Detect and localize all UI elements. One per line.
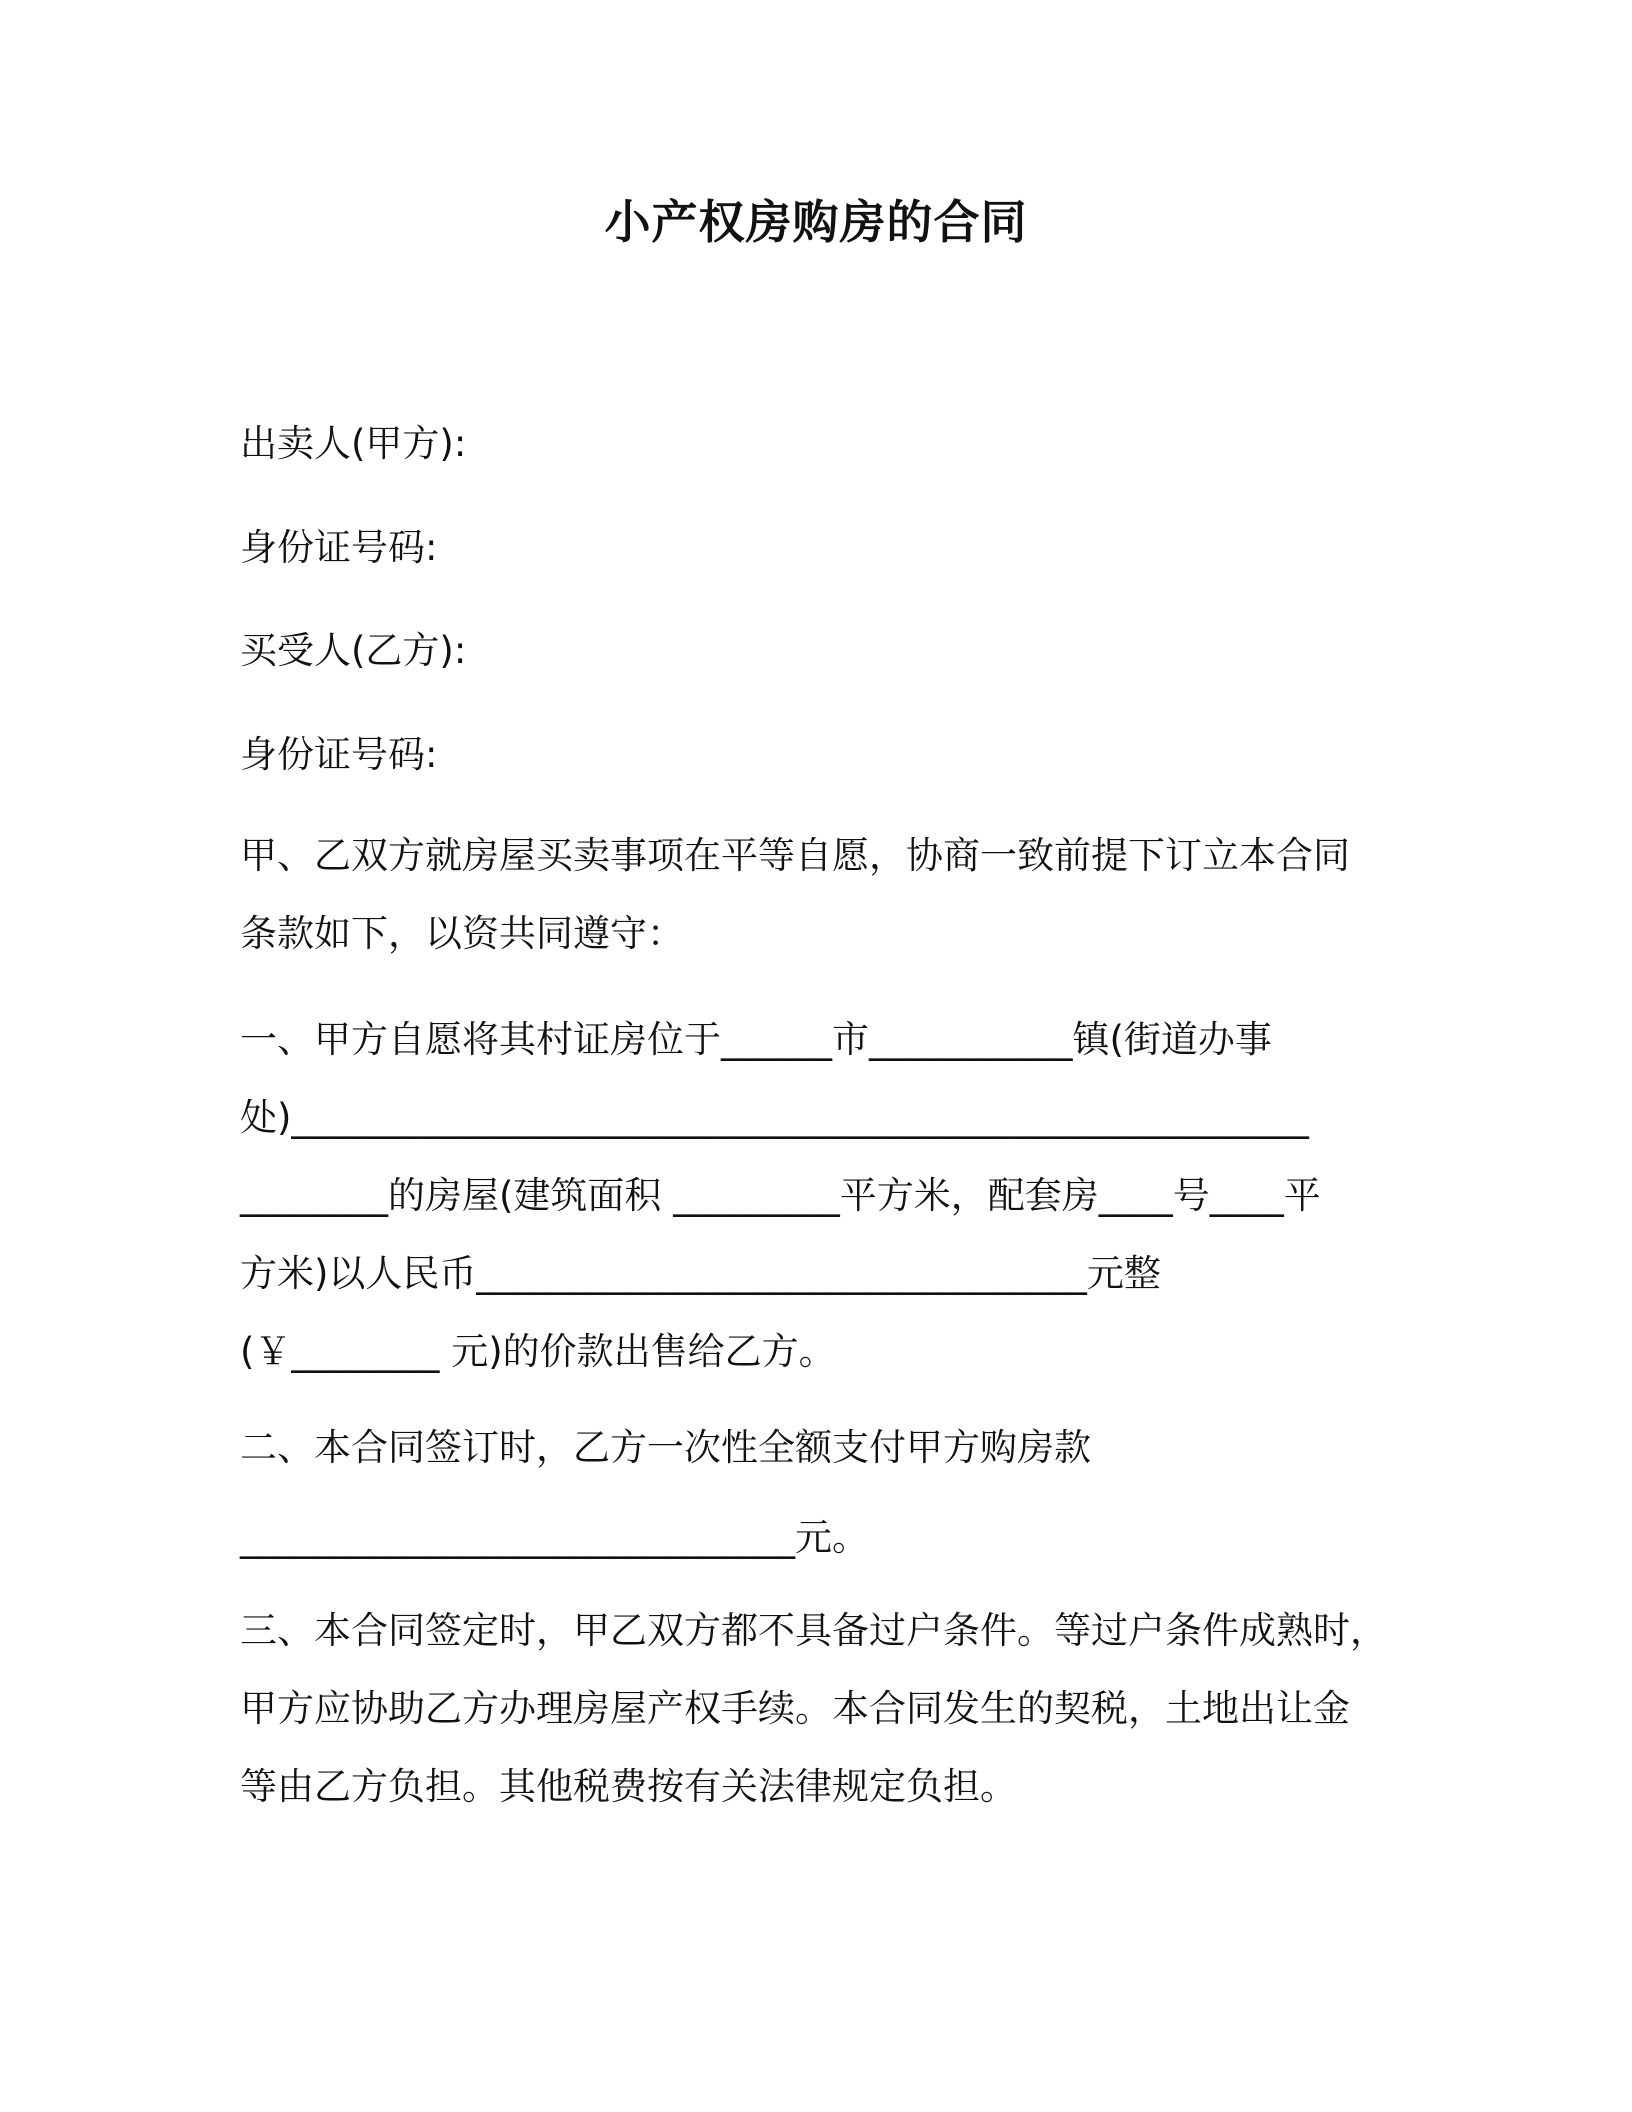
buyer-label: 买受人(乙方): (240, 629, 467, 672)
buyer-id-label: 身份证号码: (240, 733, 438, 776)
clause-line: (￥________ 元)的价款出售给乙方。 (240, 1330, 836, 1373)
clause-line: 处)_______________________________________________________ (240, 1096, 1309, 1139)
preamble-paragraph (240, 832, 1390, 958)
seller-label: 出卖人(甲方): (240, 422, 467, 465)
preamble-line: 条款如下，以资共同遵守： (240, 912, 684, 955)
preamble-line: 甲、乙双方就房屋买卖事项在平等自愿，协商一致前提下订立本合同 (240, 834, 1350, 877)
clause-1-paragraph (240, 1016, 1390, 1376)
clause-line: 三、本合同签定时，甲乙双方都不具备过户条件。等过户条件成熟时， (240, 1609, 1387, 1652)
clause-line: 甲方应协助乙方办理房屋产权手续。本合同发生的契税，土地出让金 (240, 1687, 1350, 1730)
clause-line: 等由乙方负担。其他税费按有关法律规定负担。 (240, 1765, 1017, 1808)
clause-3-paragraph (240, 1607, 1390, 1811)
clause-line: ______________________________元。 (240, 1516, 869, 1559)
clause-line: ________的房屋(建筑面积 _________平方米，配套房____号____平 (240, 1174, 1321, 1217)
seller-id-label: 身份证号码: (240, 526, 438, 569)
document-title: 小产权房购房的合同 (604, 195, 1028, 249)
clause-line: 一、甲方自愿将其村证房位于______市___________镇(街道办事 (240, 1018, 1272, 1061)
clause-line: 二、本合同签订时，乙方一次性全额支付甲方购房款 (240, 1426, 1091, 1469)
clause-line: 方米)以人民币_________________________________元整 (240, 1252, 1161, 1295)
clause-2-paragraph (240, 1424, 1390, 1562)
